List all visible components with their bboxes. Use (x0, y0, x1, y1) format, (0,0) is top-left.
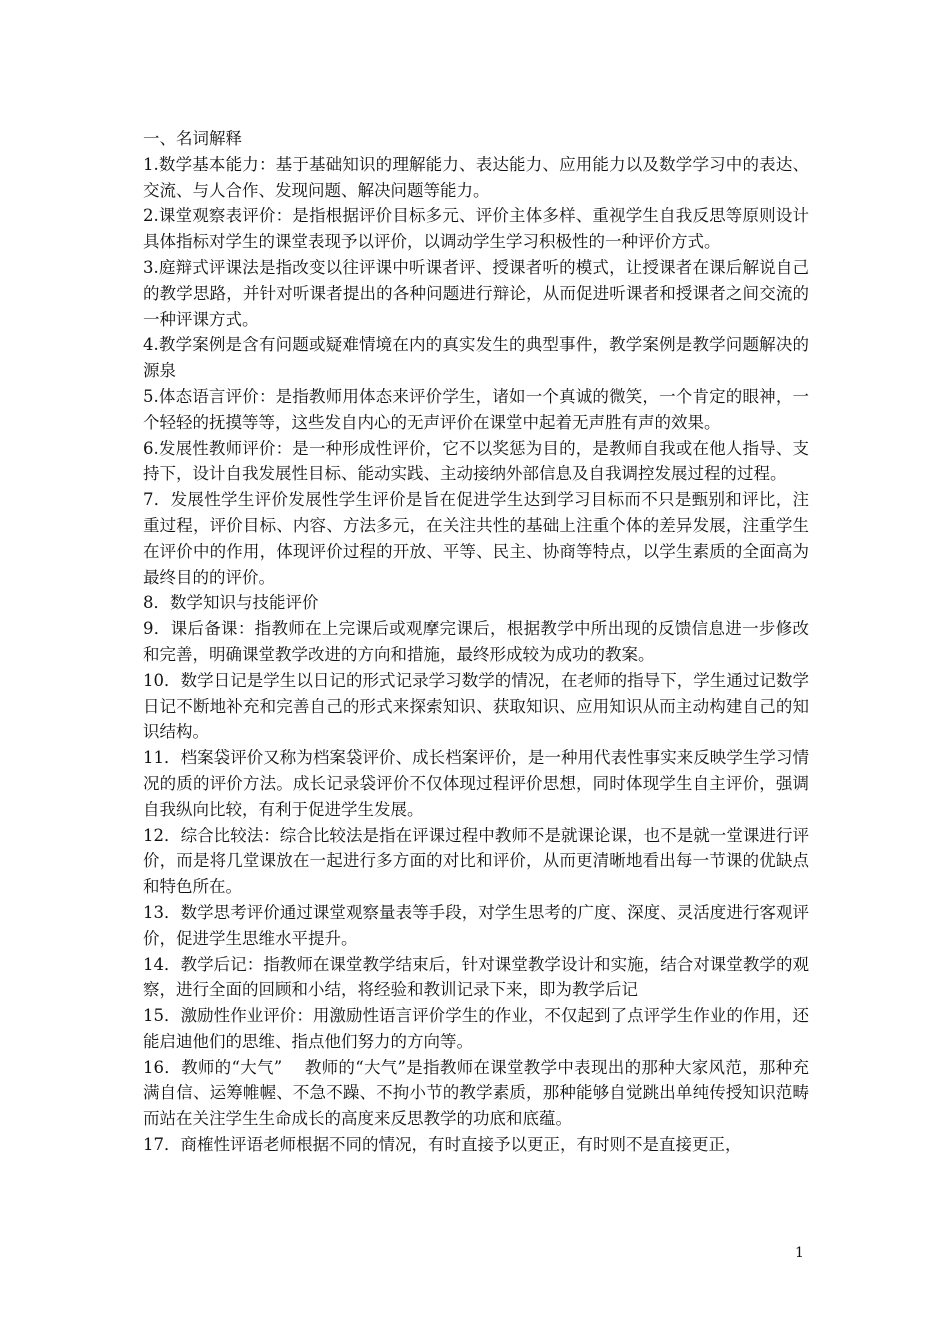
paragraph-7: 7．发展性学生评价发展性学生评价是旨在促进学生达到学习目标而不只是甄别和评比，注重过程，评价目标、内容、方法多元，在关注共性的基础上注重个体的差异发展，注重学生在评价中的作用，体现评价过程的开放、平等、民主、协商等特点，以学生素质的全面高为最终目的的评价。 (143, 490, 809, 587)
paragraph-16: 16．教师的“大气” 教师的“大气”是指教师在课堂教学中表现出的那种大家风范，那种充满自信、运筹帷幄、不急不躁、不拘小节的教学素质，那种能够自觉跳出单纯传授知识范畴而站在关注学生生命成长的高度来反思教学的功底和底蕴。 (143, 1057, 809, 1129)
paragraph-4: 4.教学案例是含有问题或疑难情境在内的真实发生的典型事件，教学案例是教学问题解决的源泉 (143, 335, 809, 381)
paragraph-3: 3.庭辩式评课法是指改变以往评课中听课者评、授课者听的模式，让授课者在课后解说自己的教学思路，并针对听课者提出的各种问题进行辩论，从而促进听课者和授课者之间交流的一种评课方式。 (143, 257, 809, 329)
document-body (143, 126, 809, 1158)
paragraph-9: 9．课后备课：指教师在上完课后或观摩完课后，根据教学中所出现的反馈信息进一步修改和完善，明确课堂教学改进的方向和措施，最终形成较为成功的教案。 (143, 619, 809, 664)
paragraph-13: 13．数学思考评价通过课堂观察量表等手段，对学生思考的广度、深度、灵活度进行客观评价，促进学生思维水平提升。 (143, 902, 809, 948)
paragraph-10: 10．数学日记是学生以日记的形式记录学习数学的情况，在老师的指导下，学生通过记数学日记不断地补充和完善自己的形式来探索知识、获取知识、应用知识从而主动构建自己的知识结构。 (143, 670, 809, 742)
paragraph-2: 2.课堂观察表评价：是指根据评价目标多元、评价主体多样、重视学生自我反思等原则设计具体指标对学生的课堂表现予以评价，以调动学生学习积极性的一种评价方式。 (143, 206, 809, 252)
paragraph-1: 1.数学基本能力：基于基础知识的理解能力、表达能力、应用能力以及数学学习中的表达、交流、与人合作、发现问题、解决问题等能力。 (143, 154, 809, 200)
page-number: 1 (795, 1245, 804, 1261)
section-title: 一、名词解释 (143, 129, 242, 148)
paragraph-5: 5.体态语言评价：是指教师用体态来评价学生，诸如一个真诚的微笑，一个肯定的眼神，一个轻轻的抚摸等等，这些发自内心的无声评价在课堂中起着无声胜有声的效果。 (143, 386, 809, 432)
paragraph-15: 15．激励性作业评价：用激励性语言评价学生的作业，不仅起到了点评学生作业的作用，还能启迪他们的思维、指点他们努力的方向等。 (143, 1006, 809, 1051)
paragraph-14: 14．教学后记：指教师在课堂教学结束后，针对课堂教学设计和实施，结合对课堂教学的观察，进行全面的回顾和小结，将经验和教训记录下来，即为教学后记 (143, 954, 809, 1000)
paragraph-8: 8．数学知识与技能评价 (143, 593, 319, 613)
paragraph-6: 6.发展性教师评价：是一种形成性评价，它不以奖惩为目的，是教师自我或在他人指导、支持下，设计自我发展性目标、能动实践、主动接纳外部信息及自我调控发展过程的过程。 (143, 438, 809, 484)
paragraph-17: 17．商榷性评语老师根据不同的情况，有时直接予以更正，有时则不是直接更正， (143, 1135, 742, 1155)
paragraph-12: 12．综合比较法：综合比较法是指在评课过程中教师不是就课论课，也不是就一堂课进行评价，而是将几堂课放在一起进行多方面的对比和评价，从而更清晰地看出每一节课的优缺点和特色所在。 (143, 825, 809, 897)
paragraph-11: 11．档案袋评价又称为档案袋评价、成长档案评价，是一种用代表性事实来反映学生学习情况的质的评价方法。成长记录袋评价不仅体现过程评价思想，同时体现学生自主评价，强调自我纵向比较，有利于促进学生发展。 (143, 748, 809, 819)
